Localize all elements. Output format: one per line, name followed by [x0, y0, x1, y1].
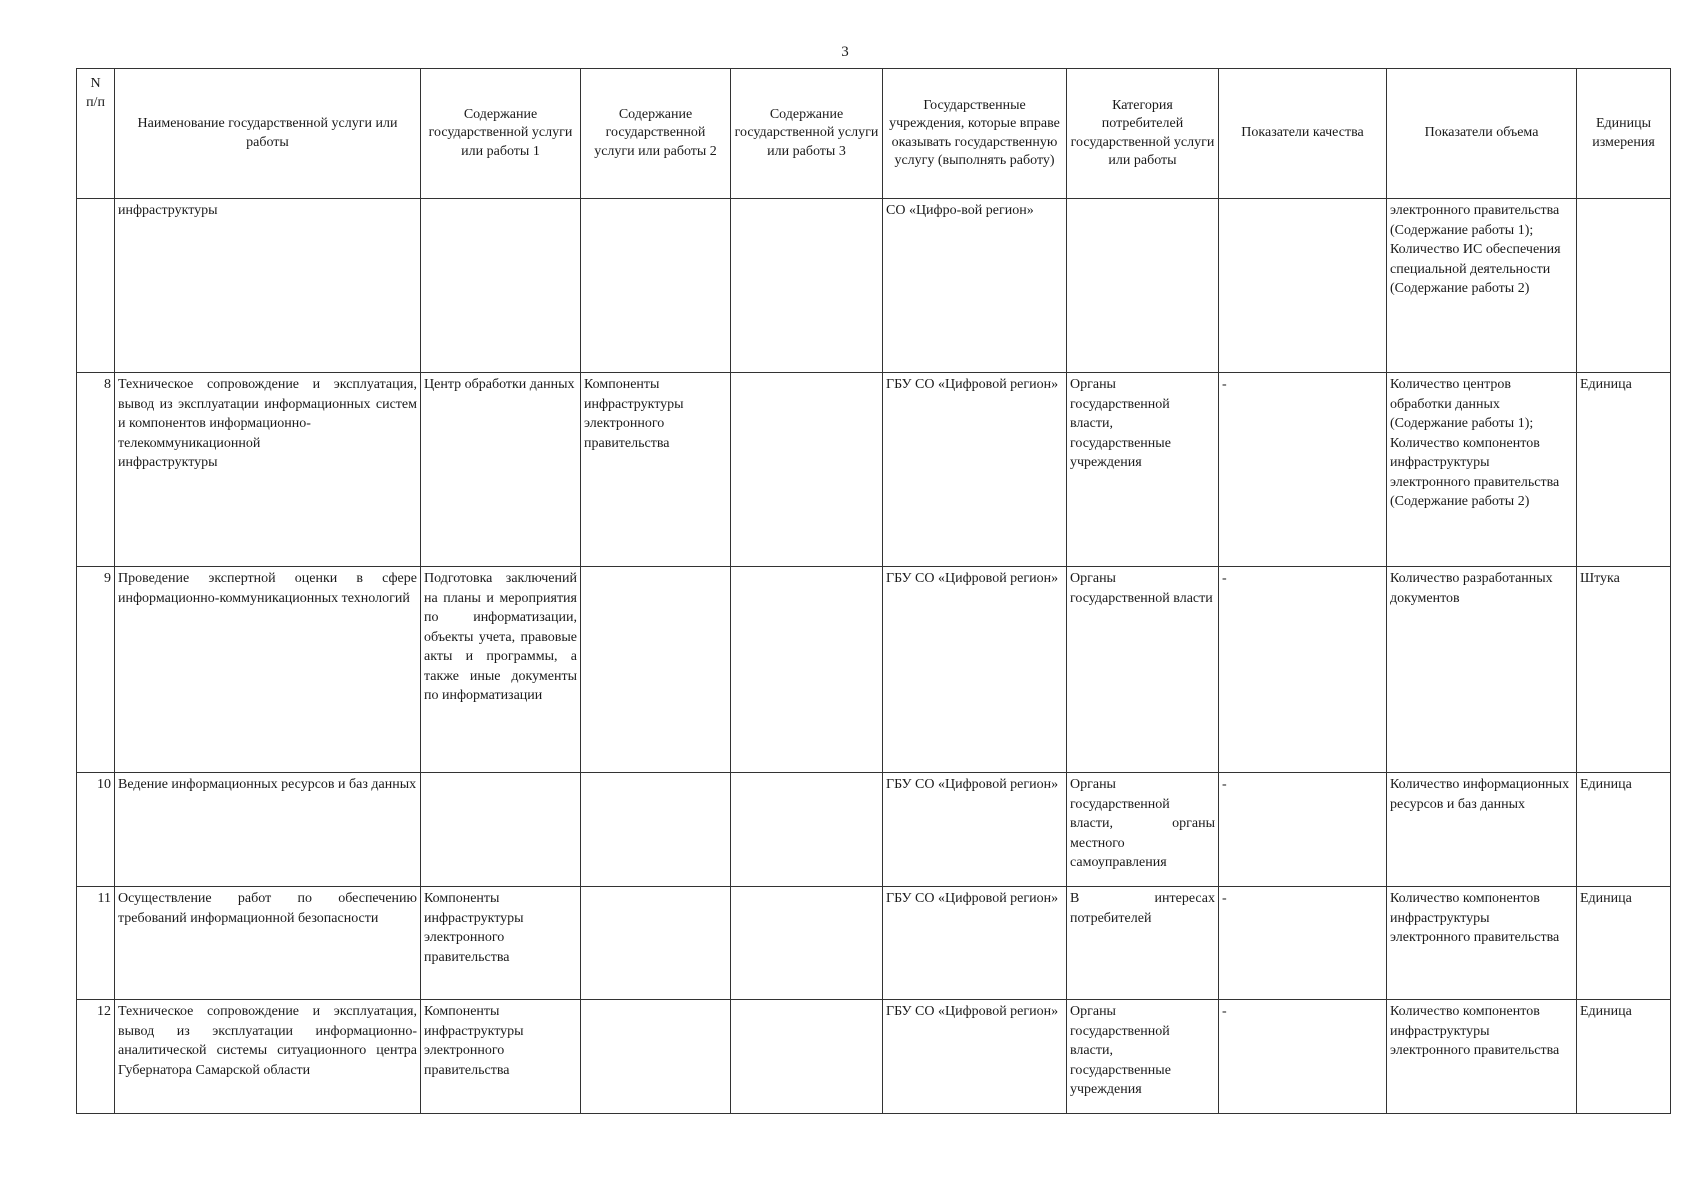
service-name: инфраструктуры: [115, 199, 421, 373]
service-name: Осуществление работ по обеспечению требований информационной безопасности: [115, 887, 421, 1000]
service-content3: [731, 1000, 883, 1114]
service-name: Проведение экспертной оценки в сфере информационно-коммуникационных технологий: [115, 567, 421, 773]
row-num: 9: [77, 567, 115, 773]
service-volume: Количество компонентов инфраструктуры электронного правительства: [1387, 1000, 1577, 1114]
service-consumers: Органы государственной власти, органы местного самоуправления: [1067, 773, 1219, 887]
table-row: [77, 1000, 1671, 1114]
table-row: [77, 373, 1671, 567]
header-volume: Показатели объема: [1387, 69, 1577, 199]
service-consumers: Органы государственной власти: [1067, 567, 1219, 773]
service-quality: -: [1219, 1000, 1387, 1114]
service-institutions: ГБУ СО «Цифровой регион»: [883, 773, 1067, 887]
header-quality: Показатели качества: [1219, 69, 1387, 199]
service-consumers: В интересах потребителей: [1067, 887, 1219, 1000]
service-institutions: ГБУ СО «Цифровой регион»: [883, 1000, 1067, 1114]
row-num: [77, 199, 115, 373]
service-consumers: Органы государственной власти, государственные учреждения: [1067, 373, 1219, 567]
service-volume: Количество разработанных документов: [1387, 567, 1577, 773]
service-institutions: ГБУ СО «Цифровой регион»: [883, 567, 1067, 773]
service-name: Ведение информационных ресурсов и баз данных: [115, 773, 421, 887]
service-institutions: СО «Цифро-вой регион»: [883, 199, 1067, 373]
service-content1: Центр обработки данных: [421, 373, 581, 567]
row-num: 11: [77, 887, 115, 1000]
header-row: [77, 69, 1671, 199]
service-content2: [581, 199, 731, 373]
row-num: 10: [77, 773, 115, 887]
page-number: 3: [841, 44, 849, 60]
service-units: Штука: [1577, 567, 1671, 773]
service-quality: -: [1219, 567, 1387, 773]
service-content2: [581, 1000, 731, 1114]
service-name: Техническое сопровождение и эксплуатация, вывод из эксплуатации информационных систем и компонентов информационно- телекоммуникационной инфраструктуры: [115, 373, 421, 567]
service-consumers: [1067, 199, 1219, 373]
service-content2: [581, 887, 731, 1000]
table-row: [77, 567, 1671, 773]
header-content3: Содержание государственной услуги или работы 3: [731, 69, 883, 199]
table-row: [77, 199, 1671, 373]
service-units: [1577, 199, 1671, 373]
service-quality: [1219, 199, 1387, 373]
service-content1: Подготовка заключений на планы и мероприятия по информатизации, объекты учета, правовые акты и программы, а также иные документы по информатизации: [421, 567, 581, 773]
service-units: Единица: [1577, 887, 1671, 1000]
service-content3: [731, 199, 883, 373]
row-num: 12: [77, 1000, 115, 1114]
service-content1: Компоненты инфраструктуры электронного правительства: [421, 887, 581, 1000]
service-volume: Количество информационных ресурсов и баз данных: [1387, 773, 1577, 887]
service-content1: [421, 199, 581, 373]
header-content2: Содержание государственной услуги или работы 2: [581, 69, 731, 199]
table-row: [77, 887, 1671, 1000]
service-consumers: Органы государственной власти, государственные учреждения: [1067, 1000, 1219, 1114]
service-content3: [731, 373, 883, 567]
service-content3: [731, 887, 883, 1000]
service-quality: -: [1219, 887, 1387, 1000]
service-quality: -: [1219, 373, 1387, 567]
service-content2: [581, 567, 731, 773]
services-table: [76, 68, 1671, 1114]
service-content1: Компоненты инфраструктуры электронного правительства: [421, 1000, 581, 1114]
service-name: Техническое сопровождение и эксплуатация, вывод из эксплуатации информационно-аналитической системы ситуационного центра Губернатора Самарской области: [115, 1000, 421, 1114]
service-units: Единица: [1577, 1000, 1671, 1114]
row-num: 8: [77, 373, 115, 567]
service-content1: [421, 773, 581, 887]
header-units: Единицы измерения: [1577, 69, 1671, 199]
header-consumers: Категория потребителей государственной услуги или работы: [1067, 69, 1219, 199]
service-content3: [731, 567, 883, 773]
header-content1: Содержание государственной услуги или работы 1: [421, 69, 581, 199]
service-units: Единица: [1577, 773, 1671, 887]
header-num: N п/п: [77, 69, 115, 199]
service-institutions: ГБУ СО «Цифровой регион»: [883, 887, 1067, 1000]
service-content2: Компоненты инфраструктуры электронного правительства: [581, 373, 731, 567]
service-institutions: ГБУ СО «Цифровой регион»: [883, 373, 1067, 567]
service-volume: электронного правительства (Содержание работы 1); Количество ИС обеспечения специальной деятельности (Содержание работы 2): [1387, 199, 1577, 373]
service-content2: [581, 773, 731, 887]
header-name: Наименование государственной услуги или работы: [115, 69, 421, 199]
service-volume: Количество компонентов инфраструктуры электронного правительства: [1387, 887, 1577, 1000]
service-quality: -: [1219, 773, 1387, 887]
service-volume: Количество центров обработки данных (Содержание работы 1); Количество компонентов инфраструктуры электронного правительства (Содержание работы 2): [1387, 373, 1577, 567]
service-units: Единица: [1577, 373, 1671, 567]
header-institutions: Государственные учреждения, которые вправе оказывать государственную услугу (выполнять работу): [883, 69, 1067, 199]
service-content3: [731, 773, 883, 887]
table-row: [77, 773, 1671, 887]
